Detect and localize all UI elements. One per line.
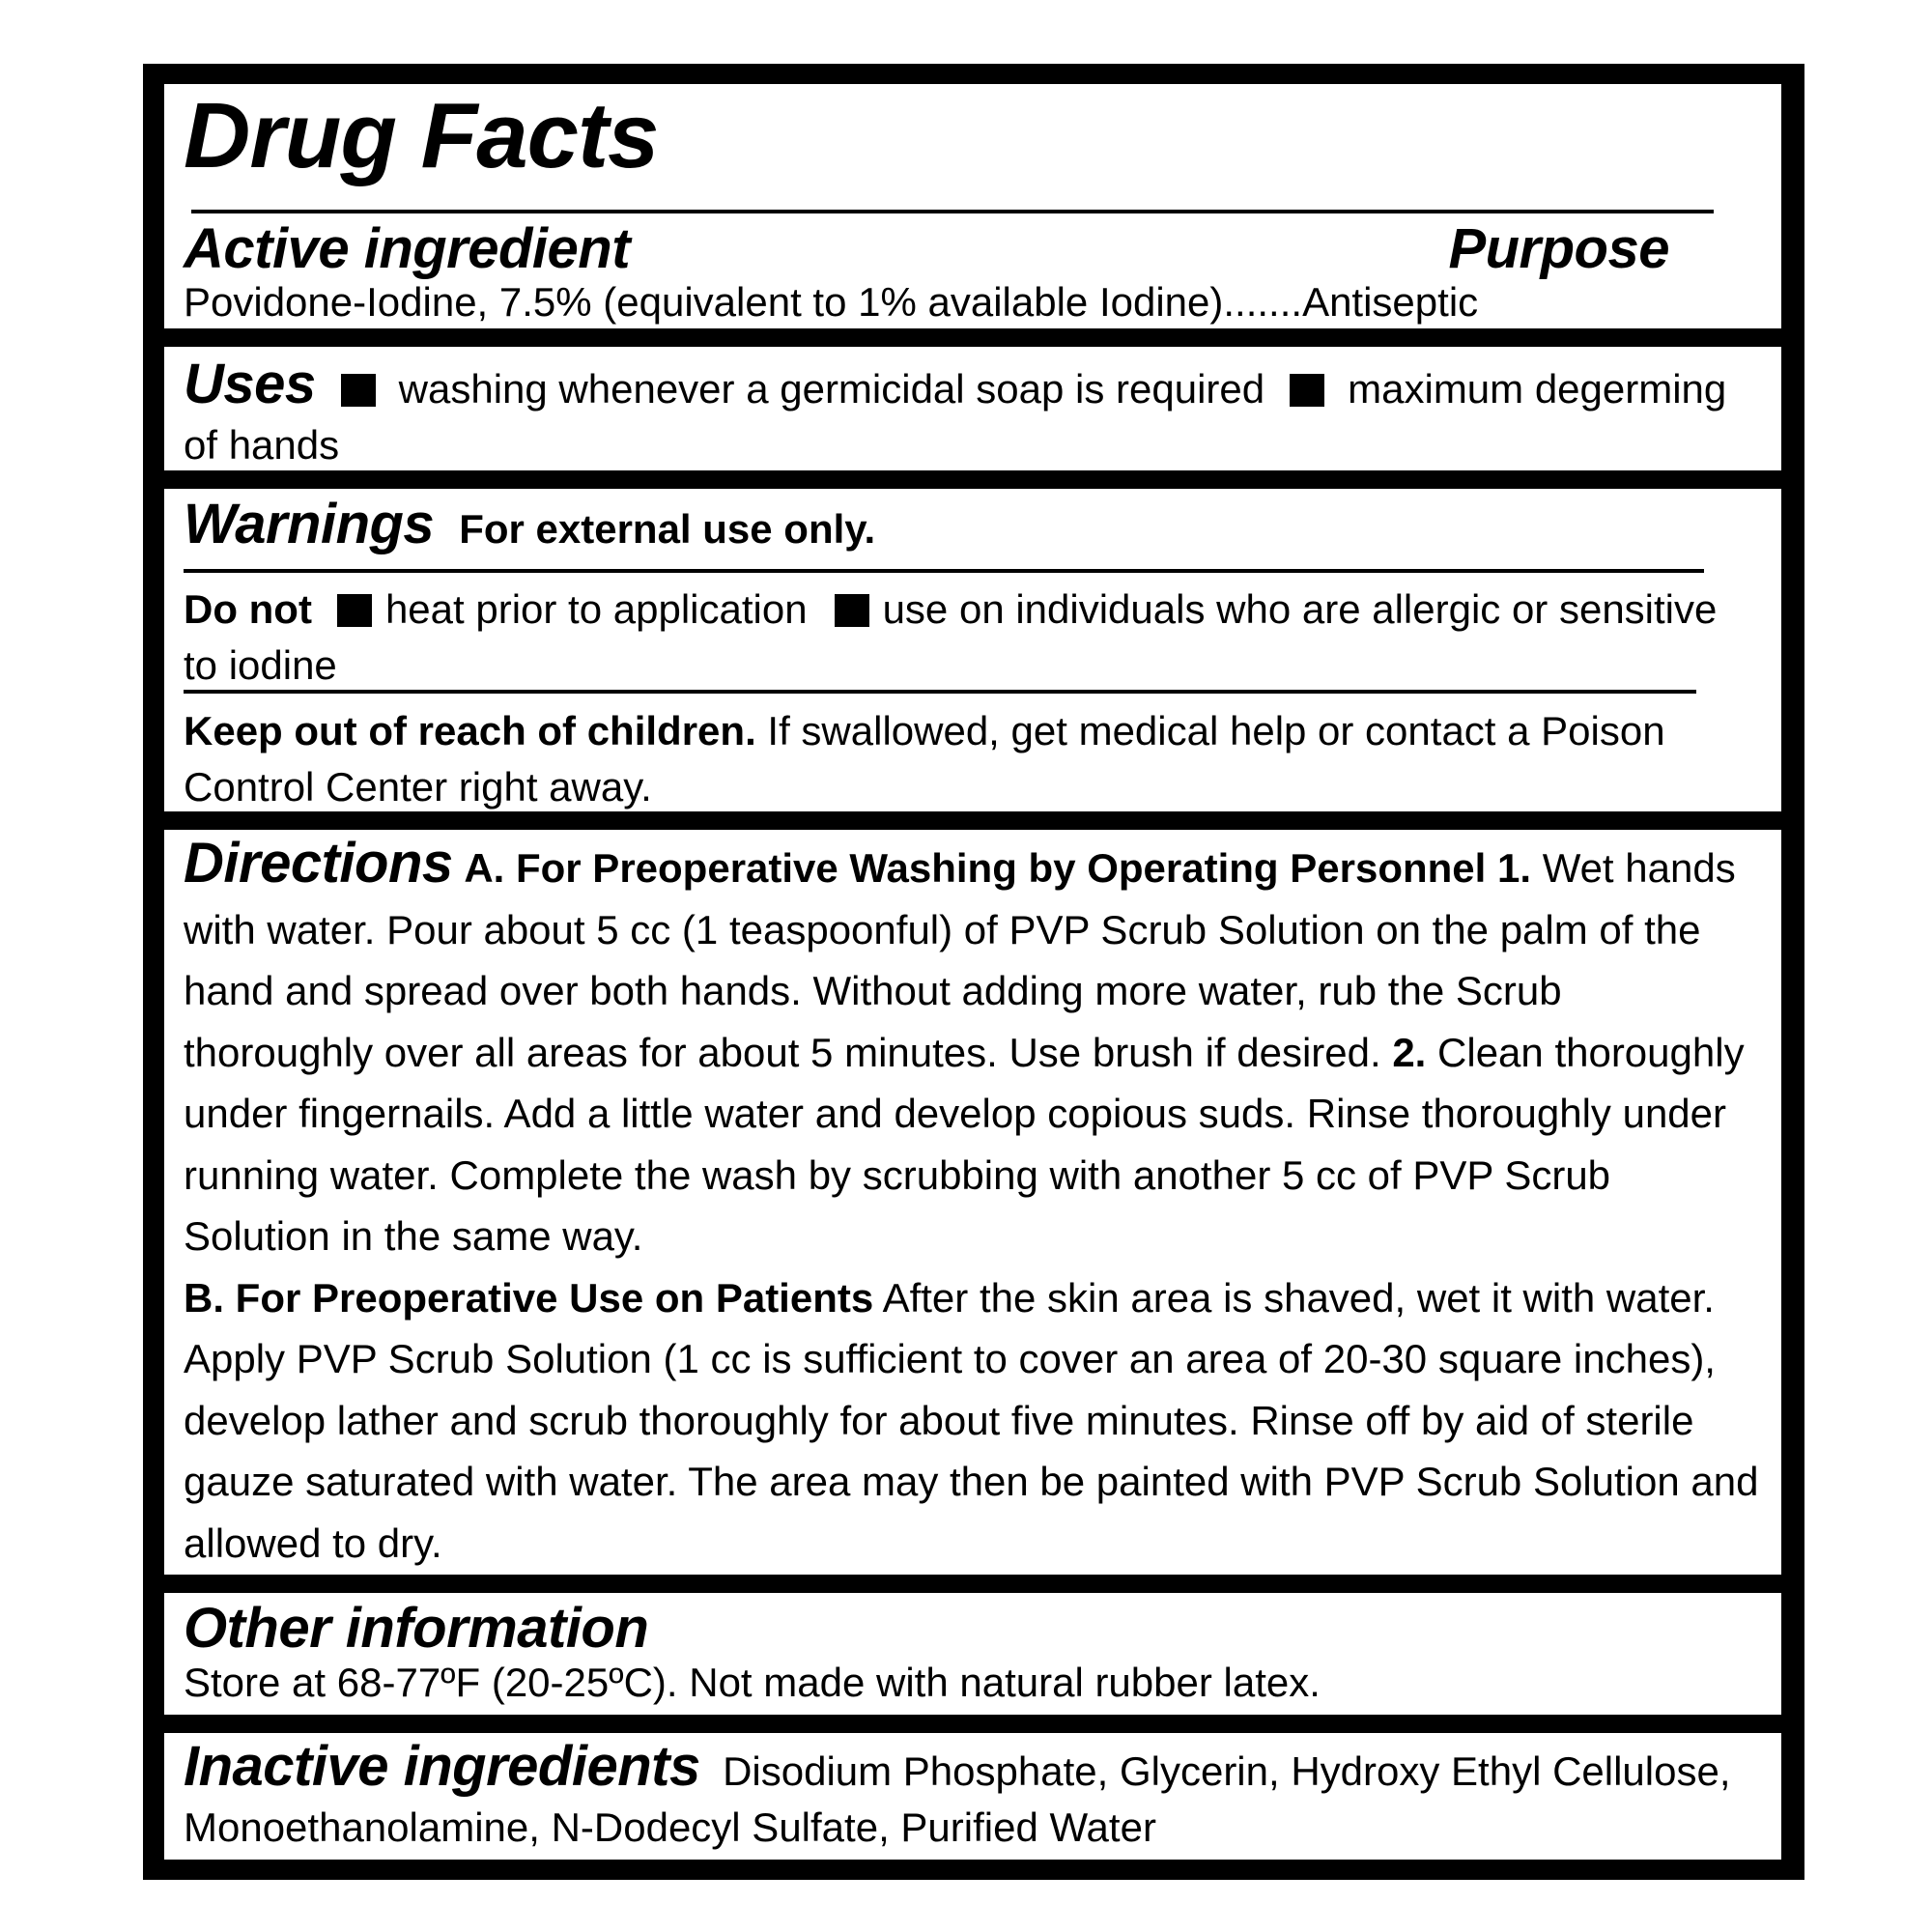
keep-out-block (184, 703, 1762, 815)
warnings-header-row (184, 493, 1762, 555)
uses-item: maximum degerming of hands (184, 366, 1727, 468)
page-title: Drug Facts (184, 84, 659, 187)
directions-b-heading: B. For Preoperative Use on Patients (184, 1274, 874, 1321)
directions-block (184, 832, 1762, 1574)
warnings-subheading: For external use only. (459, 506, 876, 552)
title-divider (191, 210, 1714, 213)
directions-heading: Directions (184, 832, 453, 895)
other-information-heading: Other information (184, 1597, 649, 1660)
do-not-item: use on individuals who are allergic or sensitive to iodine (184, 586, 1718, 688)
active-ingredient-line (184, 277, 1478, 327)
warnings-panel (164, 489, 1781, 811)
do-not-block (184, 582, 1762, 694)
other-information-block (184, 1597, 1762, 1709)
square-bullet-icon (341, 374, 376, 407)
uses-block (184, 353, 1762, 473)
square-bullet-icon (835, 594, 869, 627)
other-information-text: Store at 68-77ºF (20-25ºC). Not made with natural rubber latex. (184, 1660, 1321, 1705)
warnings-heading: Warnings (184, 493, 435, 555)
active-ingredient-heading: Active ingredient (184, 217, 631, 280)
directions-b-text: After the skin area is shaved, wet it with water. Apply PVP Scrub Solution (1 cc is sufficient to cover an area of 20-30 square inches), develop lather and scrub thoroughly for about five minutes. Rinse off by aid of sterile gauze saturated with water. The area may then be painted with PVP Scrub Solution and allowed to dry. (184, 1274, 1759, 1566)
step-1-label: 1. (1496, 845, 1532, 891)
purpose-text: Antiseptic (1302, 279, 1479, 325)
uses-panel (164, 347, 1781, 470)
drug-facts-label (143, 64, 1804, 1880)
active-ingredient-header-row (184, 217, 1762, 280)
keep-out-bold: Keep out of reach of children. (184, 708, 756, 753)
active-ingredient-text: Povidone-Iodine, 7.5% (equivalent to 1% available Iodine)....... (184, 279, 1303, 325)
inactive-ingredients-text: Disodium Phosphate, Glycerin, Hydroxy Ethyl Cellulose, Monoethanolamine, N-Dodecyl Sulfate, Purified Water (184, 1748, 1731, 1850)
do-not-item: heat prior to application (384, 586, 808, 632)
step-1-text: Wet hands with water. Pour about 5 cc (1 teaspoonful) of PVP Scrub Solution on the palm of the hand and spread over both hands. Without adding more water, rub the Scrub thoroughly over all areas for about 5 minutes. Use brush if desired. (184, 845, 1736, 1075)
other-information-panel (164, 1593, 1781, 1715)
inactive-ingredients-block (184, 1735, 1762, 1856)
inactive-ingredients-heading: Inactive ingredients (184, 1735, 700, 1798)
purpose-heading: Purpose (1448, 217, 1669, 280)
keep-out-divider (184, 690, 1696, 694)
step-2-label: 2. (1392, 1029, 1427, 1075)
square-bullet-icon (337, 594, 372, 627)
do-not-label: Do not (184, 586, 312, 632)
directions-panel (164, 830, 1781, 1575)
square-bullet-icon (1290, 374, 1324, 407)
active-ingredient-panel (164, 84, 1781, 328)
warnings-divider (184, 569, 1704, 573)
directions-a-heading: A. For Preoperative Washing by Operating Personnel (464, 845, 1487, 891)
step-2-text: Clean thoroughly under fingernails. Add a little water and develop copious suds. Rinse thoroughly under running water. Complete the wash by scrubbing with another 5 cc of PVP Scrub Solution in the same way. (184, 1029, 1745, 1259)
keep-out-text: If swallowed, get medical help or contact a Poison Control Center right away. (184, 708, 1665, 810)
uses-item: washing whenever a germicidal soap is required (398, 366, 1265, 412)
inactive-ingredients-panel (164, 1733, 1781, 1860)
uses-heading: Uses (184, 353, 316, 415)
